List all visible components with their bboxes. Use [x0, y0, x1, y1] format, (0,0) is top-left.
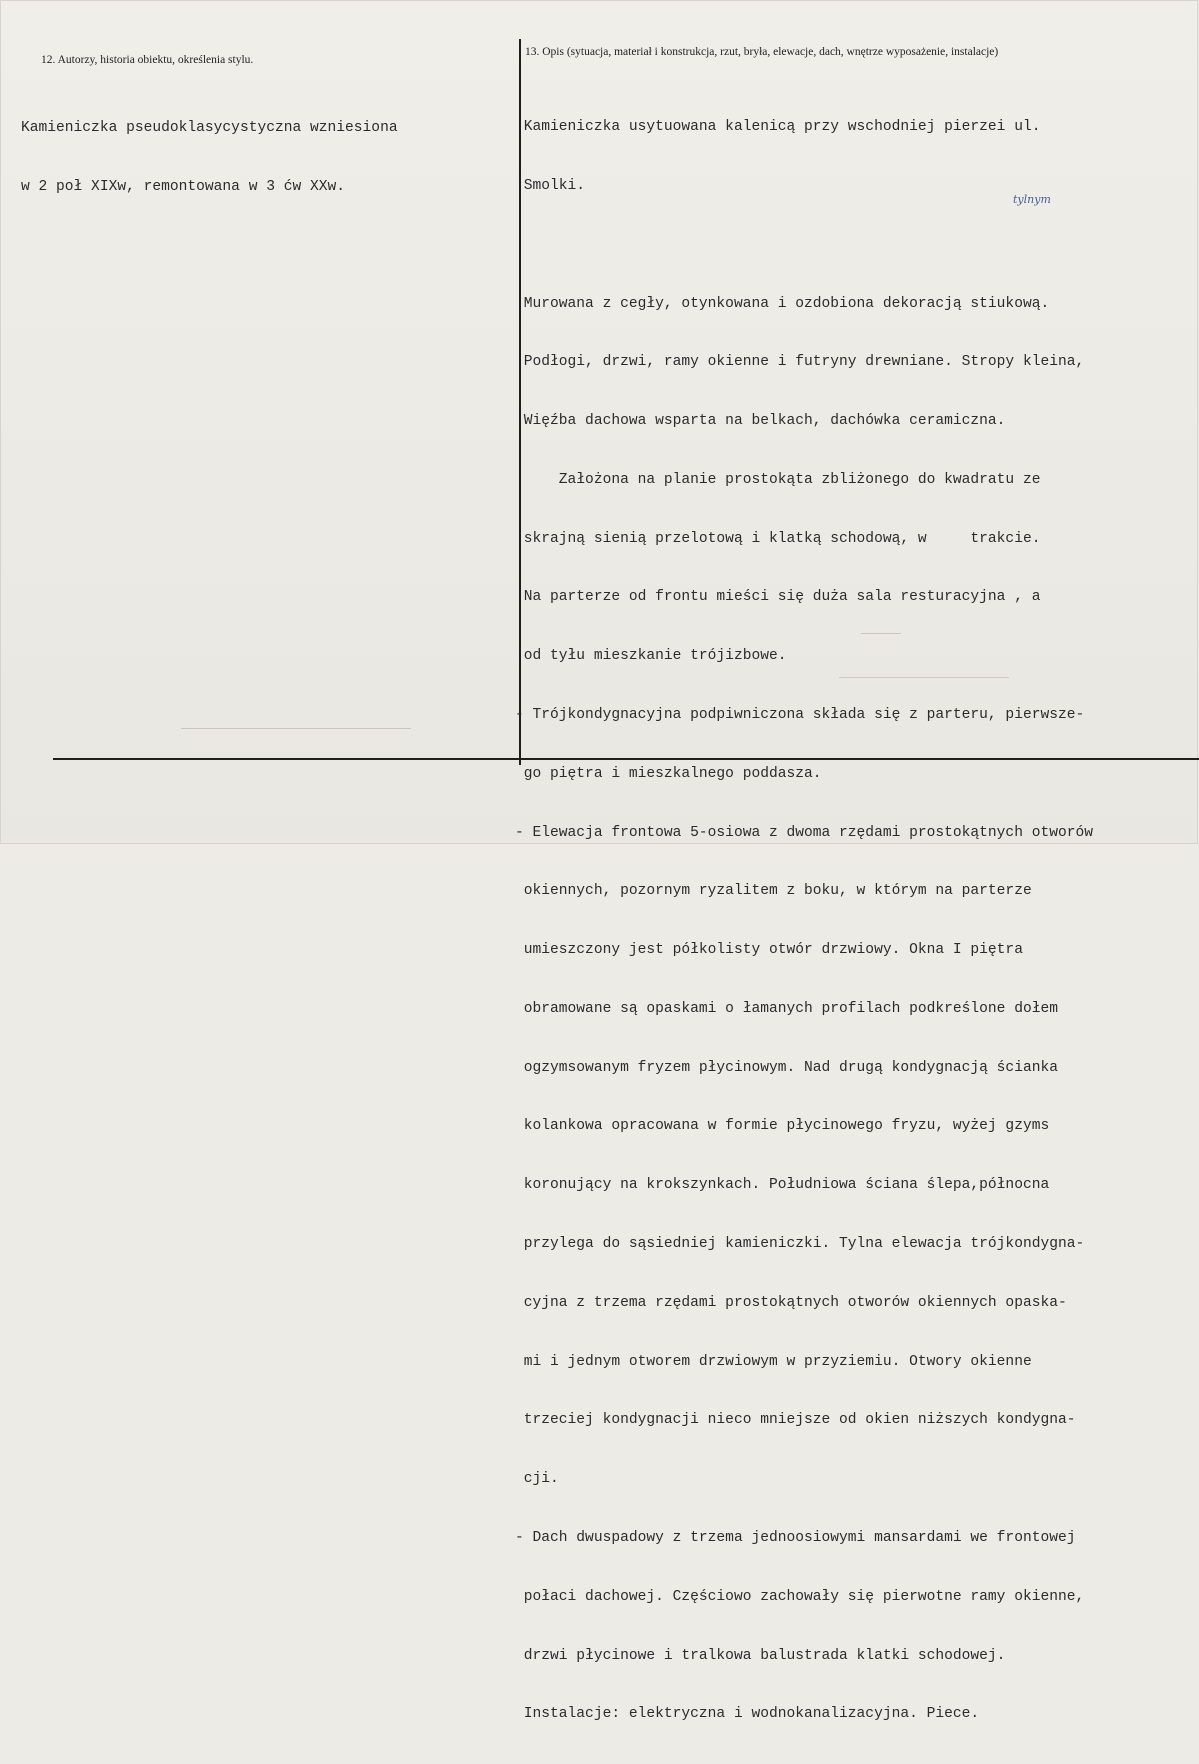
typed-line: skrajną sienią przelotową i klatką schodową, w trakcie. — [515, 530, 1041, 547]
typed-line: Więźba dachowa wsparta na belkach, dachówka ceramiczna. — [515, 413, 1006, 430]
typed-line: Założona na planie prostokąta zbliżonego do kwadratu ze — [515, 471, 1041, 488]
section-13-heading: 13. Opis (sytuacja, materiał i konstrukcja, rzut, bryła, elewacje, dach, wnętrze wyposażenie, instalacje) — [525, 46, 999, 58]
typed-line: go piętra i mieszkalnego poddasza. — [515, 765, 822, 782]
typed-line: Kamieniczka pseudoklasycystyczna wzniesiona — [21, 120, 398, 137]
typed-line: - Elewacja frontowa 5-osiowa z dwoma rzędami prostokątnych otworów — [515, 824, 1094, 841]
typed-line: Smolki. — [515, 177, 586, 194]
typed-line: - Trójkondygnacyjna podpiwniczona składa się z parteru, pierwsze- — [515, 707, 1085, 723]
typed-line: koronujący na krokszynkach. Południowa ściana ślepa,północna — [515, 1177, 1050, 1194]
typed-line: cji. — [515, 1471, 559, 1488]
typed-line: ogzymsowanym fryzem płycinowym. Nad drugą kondygnacją ścianka — [515, 1059, 1058, 1076]
typed-line: trzeciej kondygnacji nieco mniejsze od okien niższych kondygna- — [515, 1412, 1076, 1429]
typed-line: drzwi płycinowe i tralkowa balustrada klatki schodowej. — [515, 1647, 1006, 1664]
typed-line: w 2 poł XIXw, remontowana w 3 ćw XXw. — [21, 178, 346, 195]
typed-line: umieszczony jest półkolisty otwór drzwiowy. Okna I piętra — [515, 942, 1023, 959]
section-13-text — [515, 79, 1093, 1764]
faint-bleedthrough — [181, 728, 411, 729]
typed-line: kolankowa opracowana w formie płycinowego fryzu, wyżej gzyms — [515, 1118, 1050, 1135]
typed-line: obramowane są opaskami o łamanych profilach podkreślone dołem — [515, 1000, 1058, 1017]
typed-line: Podłogi, drzwi, ramy okienne i futryny drewniane. Stropy kleina, — [515, 354, 1085, 371]
section-12-text — [21, 80, 398, 237]
typed-line: - Dach dwuspadowy z trzema jednoosiowymi mansardami we frontowej — [515, 1529, 1076, 1546]
typed-line: od tyłu mieszkanie trójizbowe. — [515, 648, 787, 665]
typed-line: Na parterze od frontu mieści się duża sala resturacyjna , a — [515, 589, 1041, 606]
section-12-heading: 12. Autorzy, historia obiektu, określenia stylu. — [41, 54, 254, 66]
typed-line: okiennych, pozornym ryzalitem z boku, w którym na parterze — [515, 883, 1032, 900]
typed-line: cyjna z trzema rzędami prostokątnych otworów okiennych opaska- — [515, 1294, 1067, 1311]
handwritten-correction: tylnym — [1013, 193, 1051, 206]
typed-line — [515, 236, 1093, 256]
typed-line: Instalacje: elektryczna i wodnokanalizacyjna. Piece. — [515, 1706, 980, 1723]
typed-line: przylega do sąsiedniej kamieniczki. Tylna elewacja trójkondygna- — [515, 1236, 1085, 1253]
typed-line: Murowana z cegły, otynkowana i ozdobiona dekoracją stiukową. — [515, 295, 1050, 312]
typed-line: połaci dachowej. Częściowo zachowały się pierwotne ramy okienne, — [515, 1588, 1085, 1605]
typed-line: mi i jednym otworem drzwiowym w przyziemiu. Otwory okienne — [515, 1353, 1032, 1370]
typed-line: Kamieniczka usytuowana kalenicą przy wschodniej pierzei ul. — [515, 119, 1041, 136]
